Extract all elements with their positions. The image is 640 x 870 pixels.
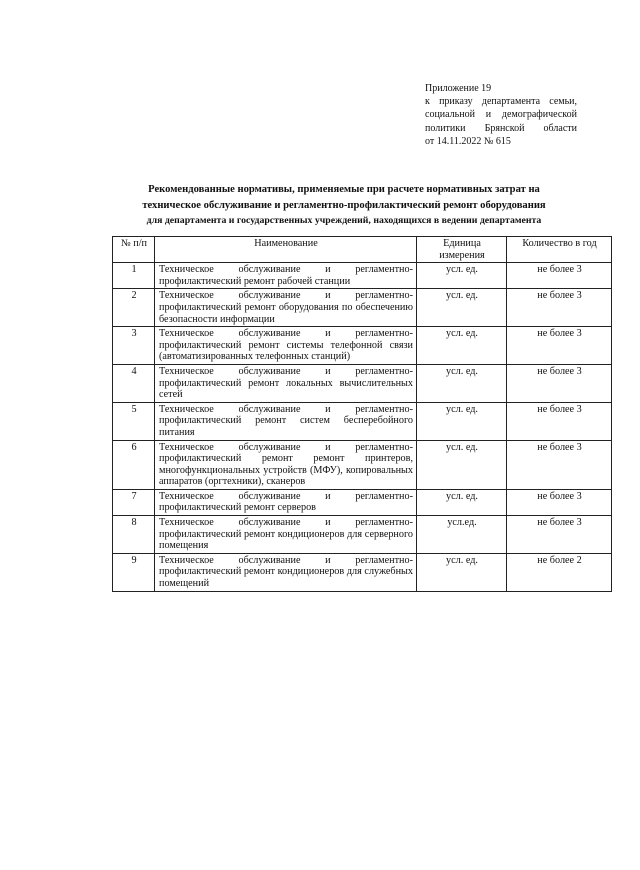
document-title	[90, 182, 598, 229]
row-name: Техническое обслуживание и регламентно-профилактический ремонт оборудования по обеспечению безопасности информации	[155, 289, 417, 327]
row-unit: усл. ед.	[417, 327, 507, 365]
row-qty: не более 3	[507, 263, 612, 289]
row-name: Техническое обслуживание и регламентно-профилактический ремонт системы телефонной связи (автоматизированных телефонных станций)	[155, 327, 417, 365]
row-qty: не более 3	[507, 489, 612, 515]
table-row	[113, 263, 612, 289]
row-name: Техническое обслуживание и регламентно-профилактический ремонт кондиционеров для серверного помещения	[155, 516, 417, 554]
table-row	[113, 440, 612, 489]
row-unit: усл.ед.	[417, 516, 507, 554]
header-num: № п/п	[113, 237, 155, 263]
row-name: Техническое обслуживание и регламентно-профилактический ремонт рабочей станции	[155, 263, 417, 289]
row-num: 1	[113, 263, 155, 289]
title-line: Рекомендованные нормативы, применяемые при расчете нормативных затрат на	[148, 184, 540, 195]
row-unit: усл. ед.	[417, 402, 507, 440]
appendix-line: от 14.11.2022 № 615	[425, 135, 511, 147]
row-name: Техническое обслуживание и регламентно-профилактический ремонт ремонт принтеров, многофункциональных устройств (МФУ), копировальных аппаратов (оргтехники), сканеров	[155, 440, 417, 489]
table-header-row	[113, 237, 612, 263]
row-num: 3	[113, 327, 155, 365]
row-name: Техническое обслуживание и регламентно-профилактический ремонт систем бесперебойного питания	[155, 402, 417, 440]
table-row	[113, 489, 612, 515]
row-unit: усл. ед.	[417, 289, 507, 327]
header-unit: Единица измерения	[417, 237, 507, 263]
row-num: 7	[113, 489, 155, 515]
row-name: Техническое обслуживание и регламентно-профилактический ремонт серверов	[155, 489, 417, 515]
row-qty: не более 3	[507, 364, 612, 402]
table-row	[113, 516, 612, 554]
row-qty: не более 3	[507, 402, 612, 440]
table-row	[113, 364, 612, 402]
row-num: 6	[113, 440, 155, 489]
appendix-reference	[425, 82, 577, 148]
table-row	[113, 402, 612, 440]
row-num: 5	[113, 402, 155, 440]
title-line: техническое обслуживание и регламентно-профилактический ремонт оборудования	[142, 199, 546, 211]
row-unit: усл. ед.	[417, 263, 507, 289]
row-name: Техническое обслуживание и регламентно-профилактический ремонт локальных вычислительных сетей	[155, 364, 417, 402]
row-unit: усл. ед.	[417, 440, 507, 489]
table-row	[113, 327, 612, 365]
row-num: 8	[113, 516, 155, 554]
row-num: 4	[113, 364, 155, 402]
row-qty: не более 3	[507, 289, 612, 327]
row-name: Техническое обслуживание и регламентно-профилактический ремонт кондиционеров для служебных помещений	[155, 553, 417, 591]
row-qty: не более 3	[507, 440, 612, 489]
header-qty: Количество в год	[507, 237, 612, 263]
table-row	[113, 289, 612, 327]
row-qty: не более 3	[507, 327, 612, 365]
table-row	[113, 553, 612, 591]
row-unit: усл. ед.	[417, 489, 507, 515]
appendix-line: Приложение 19	[425, 83, 492, 94]
row-num: 9	[113, 553, 155, 591]
row-unit: усл. ед.	[417, 553, 507, 591]
title-line: для департамента и государственных учреждений, находящихся в ведении департамента	[146, 215, 542, 226]
norms-table	[112, 236, 612, 592]
appendix-line: политики Брянской области	[425, 122, 577, 134]
row-qty: не более 2	[507, 553, 612, 591]
row-num: 2	[113, 289, 155, 327]
header-name: Наименование	[155, 237, 417, 263]
appendix-line: к приказу департамента семьи,	[425, 96, 577, 108]
row-unit: усл. ед.	[417, 364, 507, 402]
row-qty: не более 3	[507, 516, 612, 554]
appendix-line: социальной и демографической	[425, 109, 577, 121]
